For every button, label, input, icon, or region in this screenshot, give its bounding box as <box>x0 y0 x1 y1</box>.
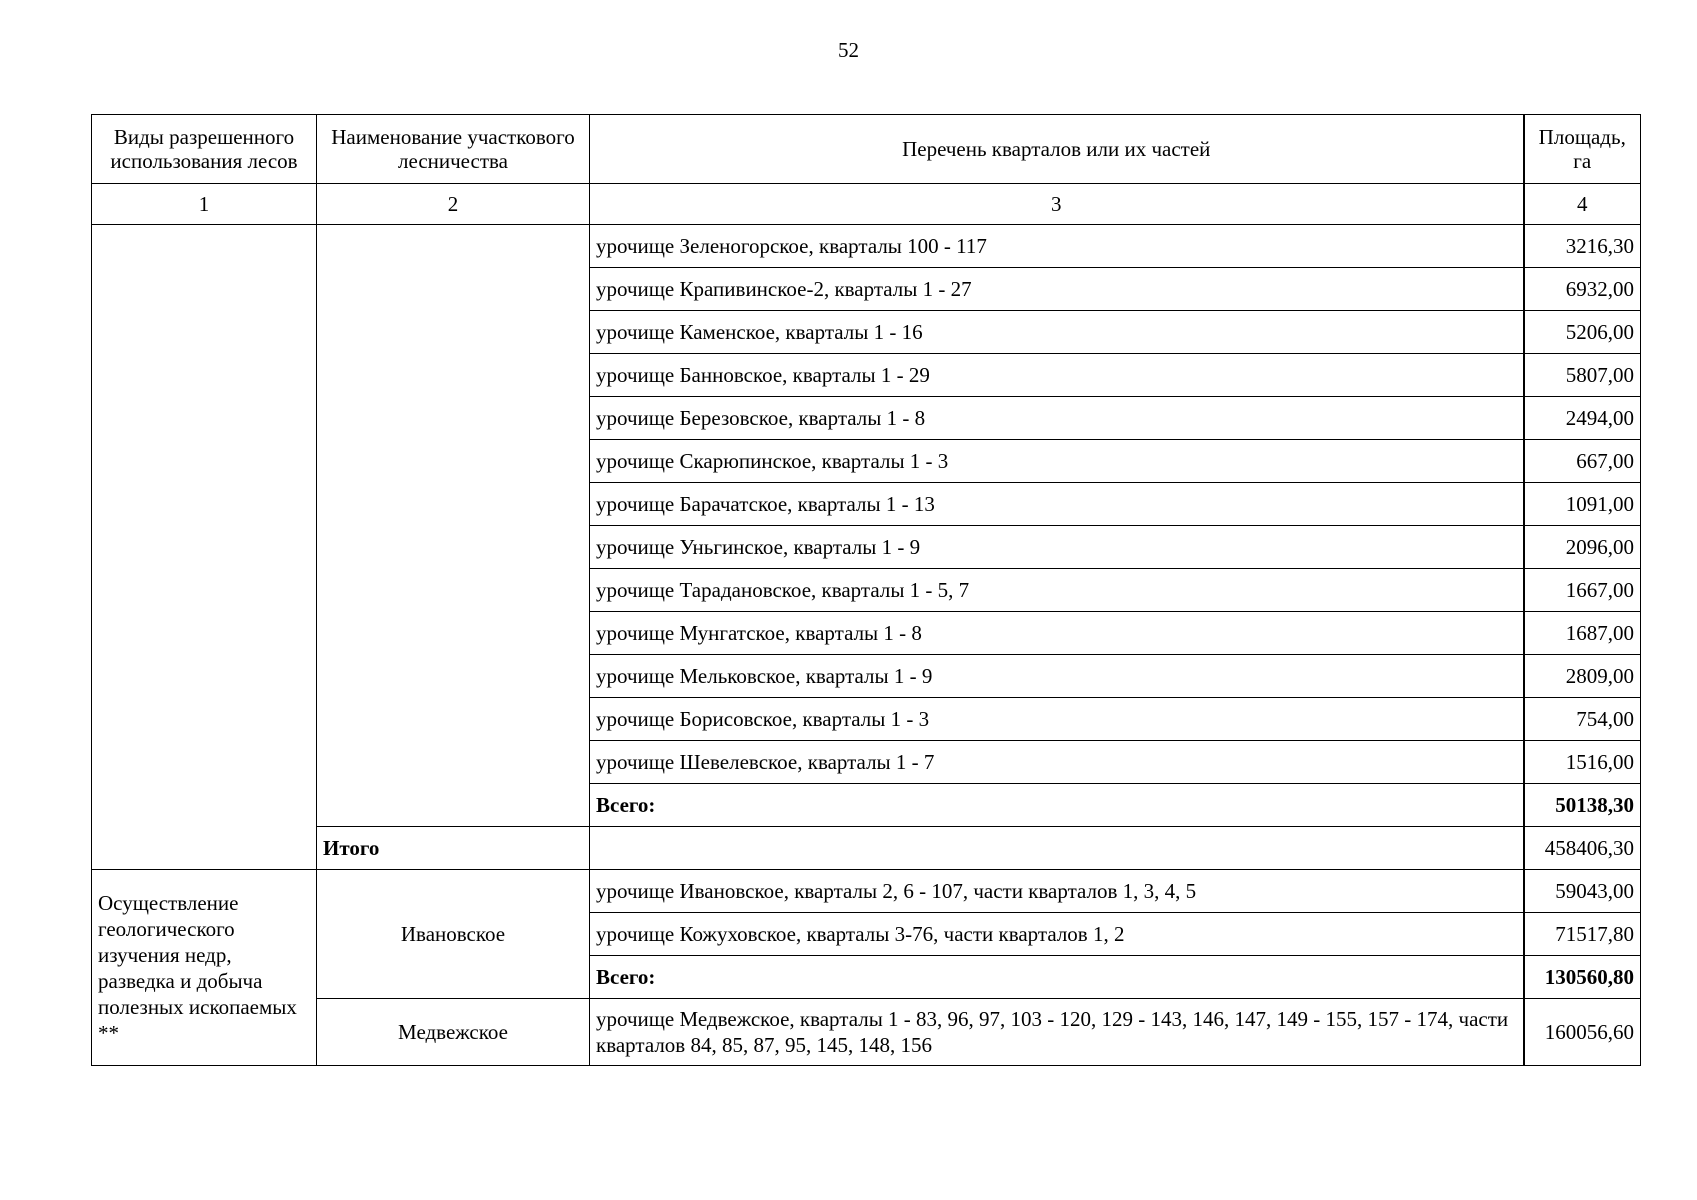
col-number-4: 4 <box>1524 184 1641 225</box>
quarter-list-cell: урочище Мельковское, кварталы 1 - 9 <box>590 655 1524 698</box>
quarter-list-cell: урочище Шевелевское, кварталы 1 - 7 <box>590 741 1524 784</box>
quarter-list-cell: урочище Банновское, кварталы 1 - 29 <box>590 354 1524 397</box>
quarter-list-cell: урочище Каменское, кварталы 1 - 16 <box>590 311 1524 354</box>
area-cell: 2096,00 <box>1524 526 1641 569</box>
col-number-1: 1 <box>92 184 317 225</box>
col-number-2: 2 <box>317 184 590 225</box>
quarter-list-cell: урочище Медвежское, кварталы 1 - 83, 96, 97, 103 - 120, 129 - 143, 146, 147, 149 - 155, 157 - 174, части кварталов 84, 85, 87, 95, 145, 148, 156 <box>590 999 1524 1066</box>
area-cell: 2809,00 <box>1524 655 1641 698</box>
header-col1: Виды разрешенного использования лесов <box>92 115 317 184</box>
table-header-row <box>92 115 1641 184</box>
quarter-list-cell: урочище Тараданoвское, кварталы 1 - 5, 7 <box>590 569 1524 612</box>
area-cell: 1687,00 <box>1524 612 1641 655</box>
page-number: 52 <box>838 38 859 62</box>
quarter-list-cell: урочище Зеленогорское, кварталы 100 - 117 <box>590 225 1524 268</box>
total-area: 130560,80 <box>1524 956 1641 999</box>
header-col3: Перечень кварталов или их частей <box>590 115 1524 184</box>
itogo-row <box>92 827 1641 870</box>
itogo-label: Итого <box>317 827 590 870</box>
area-cell: 1667,00 <box>1524 569 1641 612</box>
quarter-list-cell: урочище Березовское, кварталы 1 - 8 <box>590 397 1524 440</box>
col-number-3: 3 <box>590 184 1524 225</box>
kind-cell-empty <box>92 225 317 870</box>
quarter-list-cell: урочище Барачатское, кварталы 1 - 13 <box>590 483 1524 526</box>
header-col2: Наименование участкового лесничества <box>317 115 590 184</box>
table-row <box>92 225 1641 268</box>
total-label: Всего: <box>590 956 1524 999</box>
quarter-list-cell: урочище Крапивинское-2, кварталы 1 - 27 <box>590 268 1524 311</box>
area-cell: 71517,80 <box>1524 913 1641 956</box>
table-row <box>92 870 1641 913</box>
forestry-cell-empty <box>317 225 590 827</box>
area-cell: 59043,00 <box>1524 870 1641 913</box>
table-row <box>92 999 1641 1066</box>
quarter-list-cell: урочище Ивановское, кварталы 2, 6 - 107, части кварталов 1, 3, 4, 5 <box>590 870 1524 913</box>
quarter-list-cell: урочище Уньгинское, кварталы 1 - 9 <box>590 526 1524 569</box>
area-cell: 5206,00 <box>1524 311 1641 354</box>
itogo-empty-cell <box>590 827 1524 870</box>
quarter-list-cell: урочище Борисовское, кварталы 1 - 3 <box>590 698 1524 741</box>
quarter-list-cell: урочище Мунгатское, кварталы 1 - 8 <box>590 612 1524 655</box>
area-cell: 3216,30 <box>1524 225 1641 268</box>
total-area: 50138,30 <box>1524 784 1641 827</box>
forestry-name-ivanovskoe: Ивановское <box>317 870 590 999</box>
area-cell: 667,00 <box>1524 440 1641 483</box>
area-cell: 754,00 <box>1524 698 1641 741</box>
area-cell: 5807,00 <box>1524 354 1641 397</box>
area-cell: 1091,00 <box>1524 483 1641 526</box>
itogo-area: 458406,30 <box>1524 827 1641 870</box>
total-label: Всего: <box>590 784 1524 827</box>
quarter-list-cell: урочище Скарюпинское, кварталы 1 - 3 <box>590 440 1524 483</box>
area-cell: 6932,00 <box>1524 268 1641 311</box>
forest-use-table <box>91 114 1641 1066</box>
area-cell: 1516,00 <box>1524 741 1641 784</box>
use-kind-cell: Осуществление геологического изучения недр, разведка и добыча полезных ископаемых ** <box>92 870 317 1066</box>
header-col4: Площадь, га <box>1524 115 1641 184</box>
area-cell: 2494,00 <box>1524 397 1641 440</box>
quarter-list-cell: урочище Кожуховское, кварталы 3-76, части кварталов 1, 2 <box>590 913 1524 956</box>
area-cell: 160056,60 <box>1524 999 1641 1066</box>
forestry-name-medvezhskoe: Медвежское <box>317 999 590 1066</box>
column-number-row <box>92 184 1641 225</box>
